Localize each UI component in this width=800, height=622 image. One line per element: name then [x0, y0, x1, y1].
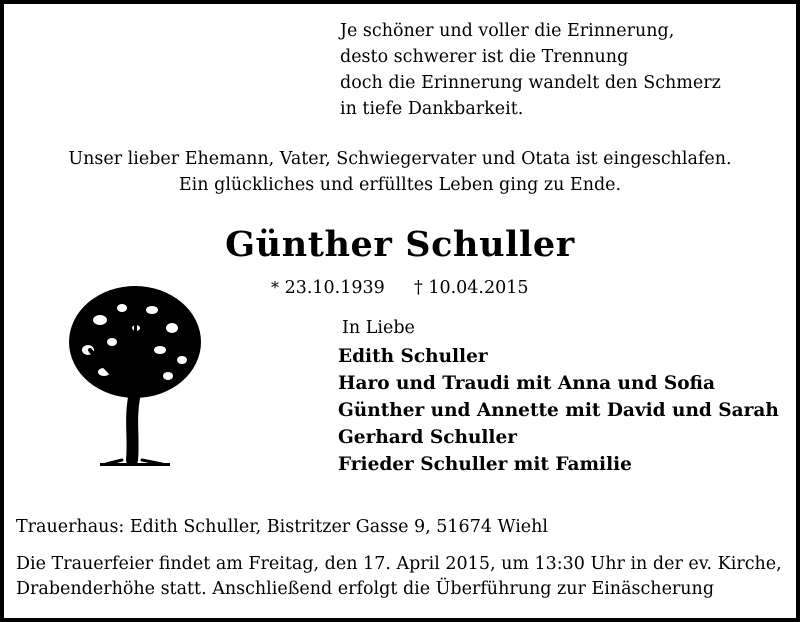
tree-icon [60, 280, 210, 466]
poem-line: doch die Erinnerung wandelt den Schmerz [340, 73, 721, 93]
death-date [414, 278, 529, 298]
trauerhaus-address: Trauerhaus: Edith Schuller, Bistritzer Gasse 9, 51674 Wiehl [16, 517, 549, 537]
birth-date [271, 278, 385, 298]
death-date-value: 10.04.2015 [428, 278, 529, 298]
poem [340, 18, 721, 122]
intro-line-2: Ein glückliches und erfülltes Leben ging zu Ende. [178, 175, 622, 195]
family-member: Haro und Traudi mit Anna und Sofia [338, 373, 715, 394]
birth-date-value: 23.10.1939 [284, 278, 385, 298]
birth-symbol: * [271, 278, 279, 297]
family-member: Gerhard Schuller [338, 427, 517, 448]
family-member: Edith Schuller [338, 346, 488, 367]
poem-line: desto schwerer ist die Trennung [340, 47, 629, 67]
family-heading: In Liebe [342, 318, 415, 338]
poem-line: in tiefe Dankbarkeit. [340, 99, 524, 119]
family-member: Frieder Schuller mit Familie [338, 454, 632, 475]
ceremony-line-2: Drabenderhöhe statt. Anschließend erfolgt die Überführung zur Einäscherung [16, 579, 715, 599]
death-symbol: † [414, 278, 423, 298]
deceased-name: Günther Schuller [225, 224, 575, 265]
poem-line: Je schöner und voller die Erinnerung, [340, 21, 675, 41]
family-member: Günther und Annette mit David und Sarah [338, 400, 779, 421]
intro-line-1: Unser lieber Ehemann, Vater, Schwiegervater und Otata ist eingeschlafen. [68, 149, 732, 169]
ceremony-line-1: Die Trauerfeier findet am Freitag, den 17. April 2015, um 13:30 Uhr in der ev. Kirche, [16, 554, 782, 574]
